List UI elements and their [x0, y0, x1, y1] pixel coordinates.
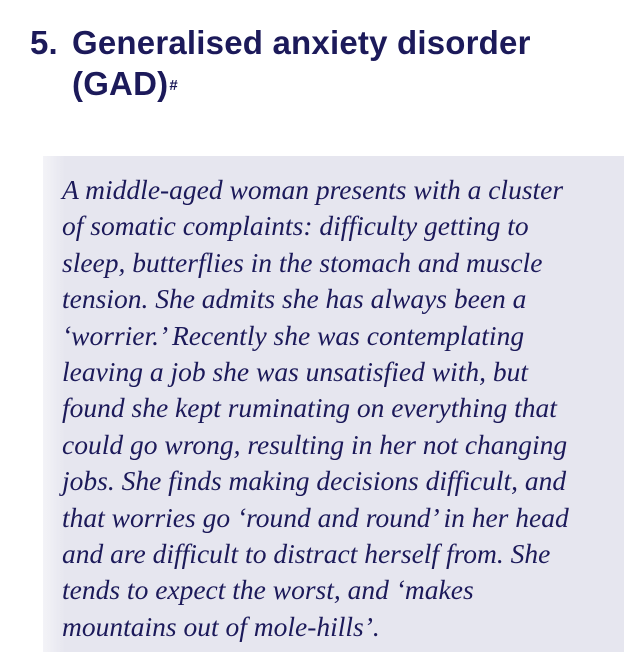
case-study-line: sleep, butterflies in the stomach and muscle: [62, 246, 543, 278]
section-title-line2-wrapper: [30, 63, 610, 104]
case-study-line: could go wrong, resulting in her not changing: [62, 428, 568, 460]
case-study-line: of somatic complaints: difficulty getting to: [62, 210, 529, 242]
section-heading: [30, 22, 610, 104]
section-number: 5.: [30, 24, 58, 61]
case-study-line: tends to expect the worst, and ‘makes: [62, 574, 474, 606]
case-study-line: found she kept ruminating on everything that: [62, 392, 557, 424]
case-study-line: ‘worrier.’ Recently she was contemplating: [62, 319, 525, 351]
section-title-line2: (GAD): [72, 65, 169, 102]
footnote-mark: #: [169, 77, 178, 94]
case-study-line: A middle-aged woman presents with a cluster: [62, 174, 564, 205]
case-study-line: that worries go ‘round and round’ in her head: [62, 501, 569, 533]
section-title-line1: Generalised anxiety disorder: [72, 24, 531, 61]
case-study-line: jobs. She finds making decisions difficult, and: [62, 465, 567, 497]
case-study-line: leaving a job she was unsatisfied with, but: [62, 356, 528, 388]
case-study-text: [62, 172, 607, 645]
case-study-line: tension. She admits she has always been a: [62, 283, 527, 315]
case-study-line: mountains out of mole-hills’.: [62, 610, 380, 642]
case-study-line: and are difficult to distract herself from. She: [62, 538, 551, 570]
